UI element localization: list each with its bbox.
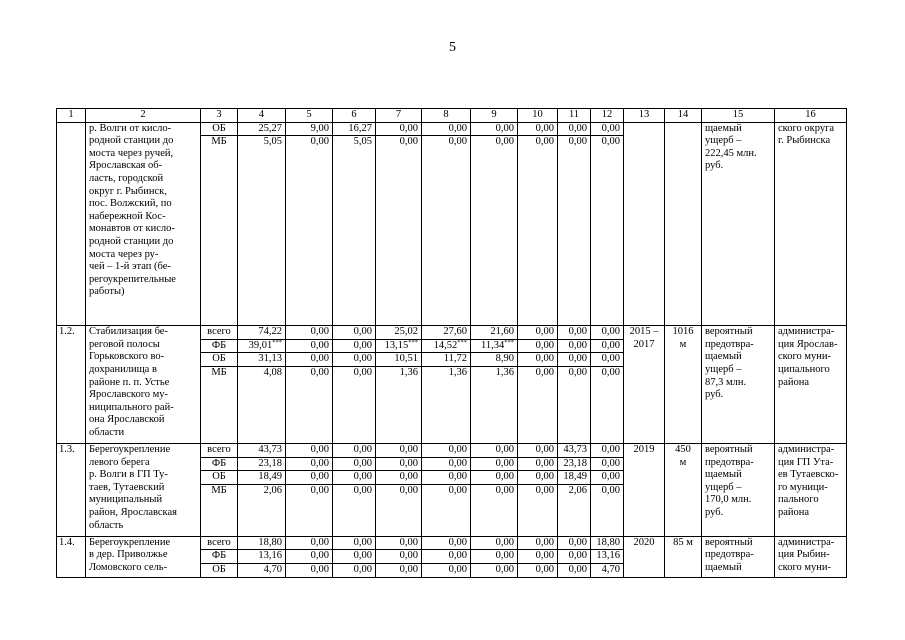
value-cell: 0,00 [376,457,422,471]
value-cell: 0,00 [558,550,591,564]
value-cell: 10,51 [376,353,422,367]
page-number: 5 [449,40,456,55]
effect-cell: вероятный предотвра- щаемый ущерб – 87,3 млн. руб. [702,326,775,444]
length-cell: 1016 м [665,326,702,444]
value-cell: 0,00 [422,471,471,485]
value-cell: 0,00 [471,563,518,577]
value-cell: 0,00 [422,122,471,136]
header-cell: 11 [558,109,591,123]
value-cell: 0,00 [422,443,471,457]
funding-source: ФБ [201,457,238,471]
header-cell: 7 [376,109,422,123]
executor-cell: администра- ция Ярослав- ского муни- ципального района [775,326,847,444]
value-cell: 0,00 [471,484,518,536]
item-description: Берегоукрепление левого берега р. Волги в ГП Ту- таев, Тутаевский муниципальный район, Ярославская область [86,443,201,536]
effect-cell: щаемый ущерб – 222,45 млн. руб. [702,122,775,326]
period-cell: 2015 – 2017 [624,326,665,444]
value-cell: 0,00 [422,563,471,577]
executor-cell: администра- ция ГП Ута- ев Тутаевско- го муници- пального района [775,443,847,536]
table-row [57,122,847,136]
value-cell: 31,13 [238,353,286,367]
value-cell: 0,00 [518,484,558,536]
period-cell: 2019 [624,443,665,536]
funding-source: ФБ [201,550,238,564]
value-cell: 18,80 [591,536,624,550]
header-cell: 10 [518,109,558,123]
value-cell: 0,00 [376,550,422,564]
value-cell: 0,00 [376,136,422,326]
value-cell: 0,00 [286,563,333,577]
value-cell: 0,00 [471,536,518,550]
value-cell: 16,27 [333,122,376,136]
value-cell: 0,00 [286,536,333,550]
value-cell: 0,00 [376,471,422,485]
value-cell: 0,00 [518,326,558,340]
value-cell: 0,00 [286,457,333,471]
value-cell: 0,00 [558,326,591,340]
value-cell: 13,16 [238,550,286,564]
value-cell: 0,00 [376,122,422,136]
value-cell: 2,06 [238,484,286,536]
funding-source: всего [201,326,238,340]
value-cell: 0,00 [422,536,471,550]
funding-source: МБ [201,366,238,443]
funding-source: всего [201,536,238,550]
value-cell: 1,36 [471,366,518,443]
header-cell: 14 [665,109,702,123]
value-cell: 0,00 [518,536,558,550]
value-cell: 0,00 [471,457,518,471]
length-cell: 450 м [665,443,702,536]
value-cell: 0,00 [471,471,518,485]
header-cell: 5 [286,109,333,123]
period-cell: 2020 [624,536,665,577]
program-table [56,108,847,578]
value-cell: 0,00 [591,339,624,353]
value-cell: 0,00 [471,443,518,457]
value-cell: 0,00 [471,136,518,326]
funding-source: ОБ [201,563,238,577]
value-cell: 0,00 [591,136,624,326]
value-cell: 0,00 [376,536,422,550]
value-cell: 0,00 [518,339,558,353]
effect-cell: вероятный предотвра- щаемый [702,536,775,577]
value-cell: 0,00 [518,443,558,457]
value-cell: 14,52*** [422,339,471,353]
value-cell: 0,00 [558,563,591,577]
header-cell: 13 [624,109,665,123]
header-cell: 12 [591,109,624,123]
value-cell: 0,00 [422,550,471,564]
value-cell: 0,00 [518,457,558,471]
value-cell: 11,34*** [471,339,518,353]
length-cell: 85 м [665,536,702,577]
value-cell: 0,00 [591,484,624,536]
value-cell: 0,00 [518,366,558,443]
value-cell: 25,02 [376,326,422,340]
item-description: Стабилизация бе- реговой полосы Горьковского во- дохранилища в районе п. п. Устье Ярославского му- ниципального рай- она Ярославской области [86,326,201,444]
value-cell: 0,00 [333,457,376,471]
value-cell: 1,36 [422,366,471,443]
value-cell: 0,00 [591,443,624,457]
item-number: 1.3. [57,443,86,536]
value-cell: 0,00 [422,457,471,471]
value-cell: 4,70 [238,563,286,577]
header-cell: 15 [702,109,775,123]
item-description: р. Волги от кисло- родной станции до моста через ручей, Ярославская об- ласть, городской округ г. Рыбинск, пос. Волжский, по набережной Кос- монавтов от кисло- родной станции до моста через ру- чей – 1-й этап (бе- регоукрепительные работы) [86,122,201,326]
value-cell: 0,00 [286,366,333,443]
funding-source: ОБ [201,122,238,136]
value-cell: 18,49 [558,471,591,485]
value-cell: 0,00 [591,326,624,340]
value-cell: 0,00 [471,122,518,136]
value-cell: 0,00 [333,471,376,485]
value-cell: 0,00 [558,122,591,136]
item-number: 1.4. [57,536,86,577]
funding-source: ОБ [201,471,238,485]
value-cell: 0,00 [333,563,376,577]
table-row [57,443,847,457]
funding-source: ОБ [201,353,238,367]
value-cell: 0,00 [471,550,518,564]
value-cell: 0,00 [333,326,376,340]
value-cell: 0,00 [558,353,591,367]
value-cell: 4,08 [238,366,286,443]
value-cell: 4,70 [591,563,624,577]
value-cell: 0,00 [558,136,591,326]
value-cell: 8,90 [471,353,518,367]
table-row [57,326,847,340]
value-cell: 0,00 [333,353,376,367]
value-cell: 39,01*** [238,339,286,353]
table-row [57,536,847,550]
footnote-mark: *** [272,339,282,346]
value-cell: 0,00 [558,536,591,550]
value-cell: 0,00 [591,471,624,485]
value-cell: 13,16 [591,550,624,564]
value-cell: 43,73 [238,443,286,457]
value-cell: 2,06 [558,484,591,536]
footnote-mark: *** [504,339,514,346]
item-number [57,122,86,326]
value-cell: 0,00 [333,339,376,353]
value-cell: 0,00 [376,443,422,457]
value-cell: 0,00 [518,353,558,367]
value-cell: 0,00 [376,563,422,577]
item-description: Берегоукрепление в дер. Приволжье Ломовского сель- [86,536,201,577]
value-cell: 0,00 [518,122,558,136]
value-cell: 0,00 [422,484,471,536]
length-cell [665,122,702,326]
funding-source: ФБ [201,339,238,353]
value-cell: 0,00 [286,136,333,326]
value-cell: 27,60 [422,326,471,340]
value-cell: 0,00 [286,353,333,367]
value-cell: 0,00 [558,339,591,353]
value-cell: 21,60 [471,326,518,340]
value-cell: 0,00 [286,484,333,536]
value-cell: 13,15*** [376,339,422,353]
item-number: 1.2. [57,326,86,444]
header-cell: 16 [775,109,847,123]
value-cell: 5,05 [333,136,376,326]
value-cell: 25,27 [238,122,286,136]
funding-source: всего [201,443,238,457]
value-cell: 74,22 [238,326,286,340]
footnote-mark: *** [457,339,467,346]
value-cell: 18,49 [238,471,286,485]
value-cell: 23,18 [238,457,286,471]
value-cell: 0,00 [333,443,376,457]
header-cell: 6 [333,109,376,123]
header-cell: 1 [57,109,86,123]
value-cell: 0,00 [518,550,558,564]
value-cell: 0,00 [286,339,333,353]
value-cell: 0,00 [591,353,624,367]
value-cell: 0,00 [286,550,333,564]
footnote-mark: *** [408,339,418,346]
value-cell: 43,73 [558,443,591,457]
value-cell: 5,05 [238,136,286,326]
value-cell: 0,00 [518,136,558,326]
value-cell: 0,00 [518,471,558,485]
value-cell: 1,36 [376,366,422,443]
value-cell: 0,00 [591,122,624,136]
header-cell: 4 [238,109,286,123]
header-cell: 8 [422,109,471,123]
header-cell: 9 [471,109,518,123]
value-cell: 0,00 [558,366,591,443]
executor-cell: ского округа г. Рыбинска [775,122,847,326]
value-cell: 0,00 [286,443,333,457]
value-cell: 11,72 [422,353,471,367]
header-cell: 3 [201,109,238,123]
value-cell: 0,00 [333,536,376,550]
value-cell: 0,00 [376,484,422,536]
value-cell: 0,00 [518,563,558,577]
value-cell: 0,00 [591,457,624,471]
value-cell: 23,18 [558,457,591,471]
header-cell: 2 [86,109,201,123]
funding-source: МБ [201,484,238,536]
value-cell: 0,00 [591,366,624,443]
value-cell: 0,00 [422,136,471,326]
header-row [57,109,847,123]
value-cell: 0,00 [333,484,376,536]
value-cell: 0,00 [286,326,333,340]
value-cell: 18,80 [238,536,286,550]
executor-cell: администра- ция Рыбин- ского муни- [775,536,847,577]
funding-source: МБ [201,136,238,326]
effect-cell: вероятный предотвра- щаемый ущерб – 170,0 млн. руб. [702,443,775,536]
value-cell: 0,00 [333,550,376,564]
period-cell [624,122,665,326]
value-cell: 9,00 [286,122,333,136]
value-cell: 0,00 [286,471,333,485]
value-cell: 0,00 [333,366,376,443]
